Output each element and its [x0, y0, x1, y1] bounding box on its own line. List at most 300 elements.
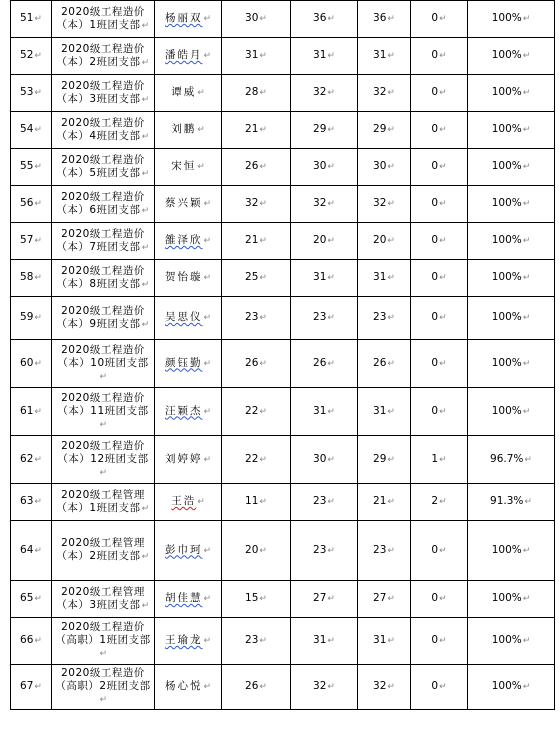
unit-name-cell-text: 2020级工程管理（本）1班团支部↵: [56, 488, 150, 514]
row-number-cell-text: 53: [20, 86, 34, 98]
count-b-cell: [291, 436, 358, 484]
paragraph-mark: ↵: [327, 88, 335, 98]
row-number-cell: [11, 618, 52, 665]
count-d-cell-text: 0: [431, 311, 439, 323]
contact-name-cell: [155, 581, 222, 618]
table-body: [11, 1, 555, 710]
rate-cell: [468, 297, 555, 340]
paragraph-mark: ↵: [34, 51, 42, 61]
count-b-cell-text: 20: [313, 234, 327, 246]
row-number-cell: [11, 665, 52, 710]
paragraph-mark: ↵: [203, 682, 212, 692]
paragraph-mark: ↵: [522, 636, 531, 646]
count-c-cell-text: 27: [373, 592, 387, 604]
rate-cell-text: 100%: [491, 49, 522, 61]
table-row: [11, 581, 555, 618]
count-b-cell: [291, 1, 358, 38]
paragraph-mark: ↵: [203, 636, 212, 646]
paragraph-mark: ↵: [439, 88, 447, 98]
count-d-cell-text: 0: [431, 86, 439, 98]
row-number-cell: [11, 388, 52, 436]
paragraph-mark: ↵: [327, 236, 335, 246]
table-row: [11, 618, 555, 665]
paragraph-mark: ↵: [259, 358, 267, 369]
count-a-cell: [222, 38, 291, 75]
paragraph-mark: ↵: [387, 545, 395, 556]
row-number-cell: [11, 75, 52, 112]
count-c-cell: [358, 112, 411, 149]
paragraph-mark: ↵: [34, 88, 42, 98]
count-c-cell-text: 23: [373, 543, 387, 556]
contact-name-cell-text: 刘婷婷: [164, 452, 203, 465]
rate-cell: [468, 186, 555, 223]
count-a-cell: [222, 484, 291, 521]
unit-name-cell: [52, 297, 155, 340]
table-row: [11, 149, 555, 186]
paragraph-mark: ↵: [439, 14, 447, 24]
count-a-cell-text: 28: [245, 86, 259, 98]
unit-name-cell-text: 2020级工程造价（本）1班团支部↵: [56, 5, 150, 31]
paragraph-mark: ↵: [327, 497, 335, 507]
paragraph-mark: ↵: [522, 236, 531, 246]
paragraph-mark: ↵: [522, 51, 531, 61]
count-b-cell-text: 27: [313, 592, 327, 604]
paragraph-mark: ↵: [524, 454, 532, 465]
table-row: [11, 484, 555, 521]
unit-name-cell: [52, 149, 155, 186]
count-b-cell: [291, 297, 358, 340]
unit-name-cell-text: 2020级工程造价（高职）2班团支部↵: [55, 667, 151, 705]
paragraph-mark: ↵: [141, 600, 150, 611]
count-c-cell: [358, 1, 411, 38]
row-number-cell-text: 58: [20, 271, 34, 283]
count-c-cell: [358, 484, 411, 521]
paragraph-mark: ↵: [439, 162, 447, 172]
paragraph-mark: ↵: [259, 636, 267, 646]
contact-name-cell: [155, 484, 222, 521]
rate-cell: [468, 1, 555, 38]
paragraph-mark: ↵: [387, 125, 395, 135]
unit-name-cell: [52, 618, 155, 665]
unit-name-cell-text: 2020级工程造价（本）8班团支部↵: [56, 264, 150, 290]
unit-name-cell: [52, 186, 155, 223]
paragraph-mark: ↵: [99, 695, 108, 705]
paragraph-mark: ↵: [34, 594, 42, 604]
count-b-cell: [291, 581, 358, 618]
count-a-cell: [222, 297, 291, 340]
contact-name-cell: [155, 38, 222, 75]
paragraph-mark: ↵: [327, 636, 335, 646]
row-number-cell-text: 51: [20, 12, 34, 24]
contact-name-cell-text: 刘鹏: [171, 123, 197, 135]
unit-name-cell: [52, 436, 155, 484]
contact-name-cell-text: 杨丽双: [164, 12, 203, 24]
paragraph-mark: ↵: [203, 594, 212, 604]
row-number-cell: [11, 149, 52, 186]
paragraph-mark: ↵: [387, 273, 395, 283]
row-number-cell: [11, 340, 52, 388]
row-number-cell-text: 56: [20, 197, 34, 209]
unit-name-cell-text: 2020级工程造价（本）3班团支部↵: [56, 79, 150, 105]
rate-cell-text: 100%: [491, 543, 522, 556]
paragraph-mark: ↵: [99, 649, 108, 659]
count-d-cell-text: 1: [431, 452, 439, 465]
count-d-cell: [411, 1, 468, 38]
contact-name-cell: [155, 436, 222, 484]
paragraph-mark: ↵: [34, 545, 42, 556]
paragraph-mark: ↵: [387, 88, 395, 98]
row-number-cell-text: 55: [20, 160, 34, 172]
rate-cell-text: 100%: [491, 311, 522, 323]
paragraph-mark: ↵: [259, 199, 267, 209]
count-a-cell-text: 21: [245, 123, 259, 135]
paragraph-mark: ↵: [141, 279, 150, 290]
count-c-cell-text: 30: [373, 160, 387, 172]
count-b-cell-text: 31: [313, 634, 327, 646]
count-c-cell-text: 32: [373, 197, 387, 209]
unit-name-cell-text: 2020级工程造价（本）11班团支部↵: [57, 391, 149, 430]
paragraph-mark: ↵: [34, 236, 42, 246]
paragraph-mark: ↵: [203, 406, 212, 417]
paragraph-mark: ↵: [439, 313, 447, 323]
count-b-cell-text: 31: [313, 404, 327, 417]
unit-name-cell: [52, 38, 155, 75]
table-row: [11, 186, 555, 223]
paragraph-mark: ↵: [327, 51, 335, 61]
contact-name-cell-text: 谭威: [171, 86, 197, 98]
contact-name-cell-text: 雒泽欣: [164, 234, 203, 246]
paragraph-mark: ↵: [34, 199, 42, 209]
count-a-cell: [222, 521, 291, 581]
table-row: [11, 665, 555, 710]
row-number-cell: [11, 223, 52, 260]
contact-name-cell: [155, 75, 222, 112]
paragraph-mark: ↵: [439, 273, 447, 283]
paragraph-mark: ↵: [327, 273, 335, 283]
count-b-cell-text: 32: [313, 197, 327, 209]
rate-cell-text: 100%: [491, 680, 522, 692]
paragraph-mark: ↵: [259, 51, 267, 61]
count-c-cell: [358, 581, 411, 618]
unit-name-cell-text: 2020级工程造价（本）5班团支部↵: [56, 153, 150, 179]
rate-cell-text: 100%: [491, 123, 522, 135]
paragraph-mark: ↵: [439, 454, 447, 465]
count-b-cell-text: 30: [313, 160, 327, 172]
unit-name-cell-text: 2020级工程造价（本）12班团支部↵: [57, 439, 149, 478]
unit-name-cell: [52, 112, 155, 149]
paragraph-mark: ↵: [522, 88, 531, 98]
count-b-cell: [291, 186, 358, 223]
count-c-cell: [358, 521, 411, 581]
paragraph-mark: ↵: [34, 358, 42, 369]
count-a-cell: [222, 1, 291, 38]
rate-cell-text: 100%: [491, 197, 522, 209]
count-d-cell-text: 0: [431, 592, 439, 604]
count-a-cell: [222, 665, 291, 710]
count-b-cell: [291, 149, 358, 186]
rate-cell: [468, 521, 555, 581]
unit-name-cell: [52, 1, 155, 38]
paragraph-mark: ↵: [259, 162, 267, 172]
rate-cell: [468, 665, 555, 710]
paragraph-mark: ↵: [141, 20, 150, 31]
count-b-cell-text: 36: [313, 12, 327, 24]
paragraph-mark: ↵: [141, 57, 150, 68]
paragraph-mark: ↵: [387, 358, 395, 369]
paragraph-mark: ↵: [522, 162, 531, 172]
table-row: [11, 297, 555, 340]
rate-cell-text: 100%: [491, 592, 522, 604]
row-number-cell-text: 60: [20, 356, 34, 369]
paragraph-mark: ↵: [34, 406, 42, 417]
rate-cell: [468, 112, 555, 149]
unit-name-cell: [52, 581, 155, 618]
contact-name-cell: [155, 665, 222, 710]
count-d-cell: [411, 484, 468, 521]
count-a-cell-text: 11: [245, 495, 259, 507]
count-d-cell: [411, 186, 468, 223]
count-b-cell: [291, 260, 358, 297]
row-number-cell-text: 62: [20, 452, 34, 465]
paragraph-mark: ↵: [439, 497, 447, 507]
count-d-cell: [411, 521, 468, 581]
paragraph-mark: ↵: [387, 313, 395, 323]
count-c-cell: [358, 388, 411, 436]
paragraph-mark: ↵: [34, 497, 42, 507]
paragraph-mark: ↵: [34, 636, 42, 646]
unit-name-cell-text: 2020级工程造价（本）10班团支部↵: [57, 343, 149, 382]
row-number-cell: [11, 297, 52, 340]
contact-name-cell: [155, 340, 222, 388]
paragraph-mark: ↵: [34, 682, 42, 692]
count-d-cell: [411, 340, 468, 388]
contact-name-cell: [155, 1, 222, 38]
count-a-cell-text: 26: [245, 160, 259, 172]
rate-cell-text: 100%: [491, 356, 522, 369]
count-d-cell-text: 0: [431, 234, 439, 246]
paragraph-mark: ↵: [522, 125, 531, 135]
rate-cell: [468, 484, 555, 521]
count-b-cell: [291, 618, 358, 665]
count-b-cell-text: 26: [313, 356, 327, 369]
contact-name-cell: [155, 260, 222, 297]
count-a-cell-text: 21: [245, 234, 259, 246]
count-d-cell: [411, 388, 468, 436]
row-number-cell: [11, 521, 52, 581]
count-a-cell: [222, 388, 291, 436]
count-a-cell: [222, 75, 291, 112]
count-b-cell-text: 23: [313, 495, 327, 507]
paragraph-mark: ↵: [197, 88, 205, 98]
count-a-cell: [222, 436, 291, 484]
count-c-cell: [358, 260, 411, 297]
count-d-cell-text: 0: [431, 680, 439, 692]
contact-name-cell-text: 宋恒: [171, 160, 197, 172]
paragraph-mark: ↵: [259, 454, 267, 465]
row-number-cell-text: 52: [20, 49, 34, 61]
paragraph-mark: ↵: [203, 313, 212, 323]
row-number-cell-text: 65: [20, 592, 34, 604]
paragraph-mark: ↵: [439, 236, 447, 246]
paragraph-mark: ↵: [522, 199, 531, 209]
paragraph-mark: ↵: [197, 497, 205, 507]
row-number-cell-text: 66: [20, 634, 34, 646]
paragraph-mark: ↵: [327, 313, 335, 323]
paragraph-mark: ↵: [439, 545, 447, 556]
paragraph-mark: ↵: [327, 594, 335, 604]
unit-name-cell-text: 2020级工程造价（本）2班团支部↵: [56, 42, 150, 68]
count-a-cell-text: 31: [245, 49, 259, 61]
count-a-cell-text: 26: [245, 356, 259, 369]
paragraph-mark: ↵: [522, 273, 531, 283]
paragraph-mark: ↵: [439, 594, 447, 604]
count-d-cell: [411, 618, 468, 665]
paragraph-mark: ↵: [327, 406, 335, 417]
paragraph-mark: ↵: [439, 358, 447, 369]
count-a-cell: [222, 149, 291, 186]
rate-cell: [468, 340, 555, 388]
paragraph-mark: ↵: [197, 125, 205, 135]
row-number-cell-text: 54: [20, 123, 34, 135]
paragraph-mark: ↵: [259, 236, 267, 246]
count-c-cell-text: 36: [373, 12, 387, 24]
table-row: [11, 521, 555, 581]
count-c-cell: [358, 297, 411, 340]
row-number-cell-text: 61: [20, 404, 34, 417]
paragraph-mark: ↵: [522, 406, 531, 417]
rate-cell: [468, 388, 555, 436]
paragraph-mark: ↵: [387, 594, 395, 604]
count-c-cell: [358, 223, 411, 260]
paragraph-mark: ↵: [387, 236, 395, 246]
count-d-cell: [411, 112, 468, 149]
count-d-cell: [411, 665, 468, 710]
table-row: [11, 340, 555, 388]
paragraph-mark: ↵: [259, 406, 267, 417]
paragraph-mark: ↵: [141, 319, 150, 330]
row-number-cell-text: 64: [20, 543, 34, 556]
row-number-cell: [11, 186, 52, 223]
rate-cell-text: 96.7%: [490, 452, 524, 465]
paragraph-mark: ↵: [203, 236, 212, 246]
count-c-cell: [358, 618, 411, 665]
count-a-cell-text: 22: [245, 404, 259, 417]
paragraph-mark: ↵: [387, 497, 395, 507]
contact-name-cell-text: 潘皓月: [164, 49, 203, 61]
paragraph-mark: ↵: [203, 199, 212, 209]
unit-name-cell-text: 2020级工程造价（本）7班团支部↵: [56, 227, 150, 253]
paragraph-mark: ↵: [197, 162, 205, 172]
count-d-cell-text: 0: [431, 356, 439, 369]
count-b-cell: [291, 340, 358, 388]
count-a-cell: [222, 112, 291, 149]
count-c-cell: [358, 38, 411, 75]
unit-name-cell: [52, 521, 155, 581]
paragraph-mark: ↵: [522, 545, 531, 556]
paragraph-mark: ↵: [327, 199, 335, 209]
rate-cell: [468, 75, 555, 112]
paragraph-mark: ↵: [439, 682, 447, 692]
rate-cell: [468, 581, 555, 618]
table-row: [11, 260, 555, 297]
count-c-cell-text: 32: [373, 680, 387, 692]
paragraph-mark: ↵: [387, 682, 395, 692]
count-d-cell-text: 0: [431, 197, 439, 209]
paragraph-mark: ↵: [439, 125, 447, 135]
paragraph-mark: ↵: [387, 454, 395, 465]
contact-name-cell: [155, 297, 222, 340]
count-b-cell: [291, 484, 358, 521]
contact-name-cell-text: 蔡兴颖: [164, 197, 203, 209]
paragraph-mark: ↵: [259, 125, 267, 135]
count-c-cell: [358, 149, 411, 186]
count-a-cell: [222, 223, 291, 260]
count-a-cell: [222, 618, 291, 665]
paragraph-mark: ↵: [141, 205, 150, 216]
count-b-cell-text: 23: [313, 543, 327, 556]
paragraph-mark: ↵: [34, 162, 42, 172]
count-b-cell-text: 32: [313, 86, 327, 98]
paragraph-mark: ↵: [259, 88, 267, 98]
count-a-cell-text: 30: [245, 12, 259, 24]
paragraph-mark: ↵: [34, 313, 42, 323]
row-number-cell-text: 67: [20, 680, 34, 692]
rate-cell: [468, 436, 555, 484]
count-a-cell: [222, 340, 291, 388]
unit-name-cell-text: 2020级工程造价（本）6班团支部↵: [56, 190, 150, 216]
rate-cell: [468, 223, 555, 260]
paragraph-mark: ↵: [439, 51, 447, 61]
contact-name-cell-text: 吴思仪: [164, 311, 203, 323]
paragraph-mark: ↵: [522, 14, 531, 24]
paragraph-mark: ↵: [439, 199, 447, 209]
rate-cell-text: 100%: [491, 234, 522, 246]
paragraph-mark: ↵: [259, 273, 267, 283]
paragraph-mark: ↵: [203, 358, 212, 369]
count-d-cell-text: 0: [431, 543, 439, 556]
rate-cell-text: 100%: [491, 404, 522, 417]
count-c-cell-text: 31: [373, 634, 387, 646]
count-d-cell-text: 0: [431, 634, 439, 646]
paragraph-mark: ↵: [387, 406, 395, 417]
paragraph-mark: ↵: [522, 682, 531, 692]
contact-name-cell-text: 杨心悦: [164, 680, 203, 692]
table-row: [11, 1, 555, 38]
paragraph-mark: ↵: [387, 636, 395, 646]
count-b-cell: [291, 75, 358, 112]
count-a-cell-text: 32: [245, 197, 259, 209]
paragraph-mark: ↵: [259, 497, 267, 507]
count-b-cell: [291, 112, 358, 149]
row-number-cell: [11, 38, 52, 75]
count-c-cell-text: 21: [373, 495, 387, 507]
count-a-cell: [222, 186, 291, 223]
count-d-cell-text: 0: [431, 404, 439, 417]
count-d-cell-text: 0: [431, 12, 439, 24]
paragraph-mark: ↵: [327, 358, 335, 369]
paragraph-mark: ↵: [439, 406, 447, 417]
rate-cell-text: 100%: [491, 634, 522, 646]
rate-cell-text: 100%: [491, 86, 522, 98]
paragraph-mark: ↵: [141, 503, 150, 514]
paragraph-mark: ↵: [203, 51, 212, 61]
count-a-cell-text: 15: [245, 592, 259, 604]
paragraph-mark: ↵: [203, 14, 212, 24]
paragraph-mark: ↵: [522, 313, 531, 323]
count-a-cell-text: 26: [245, 680, 259, 692]
count-b-cell: [291, 521, 358, 581]
row-number-cell: [11, 260, 52, 297]
